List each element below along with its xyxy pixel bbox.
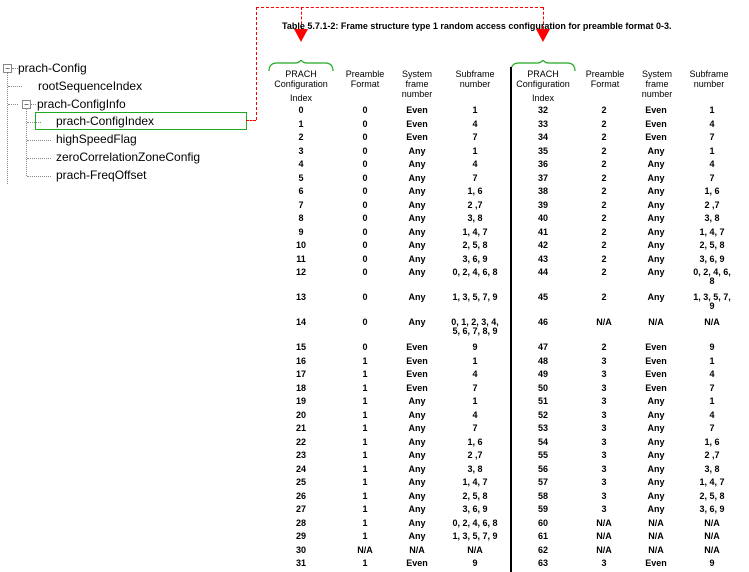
left-cell-index: 19: [295, 396, 306, 406]
right-cell-index: 37: [537, 172, 548, 183]
left-cell-subframe: 2 ,7: [467, 199, 483, 210]
left-cell-index: 18: [295, 382, 306, 393]
right-cell-subframe: 3, 6, 9: [699, 253, 725, 264]
left-cell-preamble: 1: [362, 409, 368, 420]
right-cell-subframe: 1: [709, 105, 715, 115]
right-cell-preamble: N/A: [596, 544, 612, 555]
right-cell-preamble: 2: [601, 118, 607, 129]
left-cell-preamble: 0: [362, 159, 368, 169]
left-cell-subframe: 1: [472, 105, 478, 115]
right-cell-index: 38: [537, 186, 548, 196]
right-cell-preamble: 3: [601, 382, 607, 393]
left-cell-index: 24: [295, 463, 306, 474]
right-cell-index: 61: [537, 531, 548, 541]
left-cell-index: 22: [295, 436, 306, 447]
right-cell-preamble: 2: [601, 253, 607, 264]
right-cell-index: 53: [537, 423, 548, 433]
tree-line: [7, 72, 8, 184]
tree-node-root-sequence-index[interactable]: rootSequenceIndex: [38, 79, 143, 93]
right-cell-preamble: 2: [601, 213, 607, 223]
left-cell-preamble: 1: [362, 477, 368, 487]
right-cell-index: 41: [537, 226, 548, 237]
right-cell-subframe: 4: [709, 118, 715, 129]
right-cell-system-frame: Any: [647, 504, 665, 514]
right-cell-index: 47: [537, 342, 548, 352]
right-cell-index: 63: [537, 558, 548, 568]
left-cell-subframe: 1, 4, 7: [462, 477, 488, 487]
left-cell-preamble: 0: [362, 292, 368, 302]
right-cell-index: 46: [537, 317, 548, 327]
left-cell-system-frame: Any: [408, 504, 426, 514]
left-cell-index: 12: [295, 267, 306, 277]
right-cell-system-frame: N/A: [648, 531, 664, 541]
left-cell-index: 4: [298, 159, 304, 169]
right-cell-system-frame: Any: [647, 253, 665, 264]
right-cell-preamble: 2: [601, 172, 607, 183]
config-tree: [0, 0, 260, 200]
left-cell-system-frame: Any: [408, 213, 426, 223]
left-cell-system-frame: Any: [408, 292, 426, 302]
left-cell-subframe: 1: [472, 145, 478, 156]
right-cell-subframe: N/A: [704, 544, 720, 555]
right-cell-preamble: 3: [601, 450, 607, 460]
right-cell-preamble: 3: [601, 369, 607, 379]
collapse-icon[interactable]: −: [22, 100, 31, 109]
header-subframe-number: Subframe number: [455, 69, 495, 89]
right-cell-index: 57: [537, 477, 548, 487]
right-cell-subframe: 7: [709, 382, 715, 393]
left-cell-preamble: 0: [362, 145, 368, 156]
left-cell-preamble: 1: [362, 558, 368, 568]
left-cell-preamble: 0: [362, 240, 368, 250]
left-cell-system-frame: N/A: [409, 544, 425, 555]
left-cell-system-frame: Even: [406, 105, 428, 115]
left-cell-index: 23: [295, 450, 306, 460]
right-cell-subframe: 2, 5, 8: [699, 490, 725, 501]
right-cell-index: 32: [537, 105, 548, 115]
left-cell-subframe: N/A: [467, 544, 483, 555]
left-cell-preamble: 0: [362, 226, 368, 237]
left-cell-index: 7: [298, 199, 304, 210]
left-cell-subframe: 2, 5, 8: [462, 490, 488, 501]
right-cell-preamble: 2: [601, 186, 607, 196]
left-cell-index: 5: [298, 172, 304, 183]
right-cell-system-frame: Even: [645, 369, 667, 379]
left-cell-preamble: 0: [362, 253, 368, 264]
left-cell-index: 0: [298, 105, 304, 115]
right-cell-index: 35: [537, 145, 548, 156]
right-cell-system-frame: N/A: [648, 317, 664, 327]
right-cell-preamble: 2: [601, 226, 607, 237]
left-cell-index: 26: [295, 490, 306, 501]
right-cell-preamble: N/A: [596, 517, 612, 528]
right-cell-index: 48: [537, 355, 548, 366]
right-cell-index: 43: [537, 253, 548, 264]
right-cell-subframe: 1, 4, 7: [699, 226, 725, 237]
left-cell-preamble: 0: [362, 105, 368, 115]
tree-line: [26, 108, 27, 176]
right-cell-subframe: 4: [709, 159, 715, 169]
left-cell-preamble: 1: [362, 517, 368, 528]
left-cell-preamble: N/A: [357, 544, 373, 555]
collapse-icon[interactable]: −: [3, 64, 12, 73]
left-cell-subframe: 4: [472, 369, 478, 379]
right-cell-index: 58: [537, 490, 548, 501]
left-cell-system-frame: Even: [406, 369, 428, 379]
right-cell-system-frame: Any: [647, 213, 665, 223]
left-cell-subframe: 2 ,7: [467, 450, 483, 460]
right-cell-system-frame: Any: [647, 396, 665, 406]
left-cell-subframe: 7: [472, 382, 478, 393]
tree-line: [27, 176, 51, 177]
left-cell-index: 14: [295, 317, 306, 327]
right-cell-subframe: 0, 2, 4, 6, 8: [693, 267, 731, 286]
right-cell-preamble: 3: [601, 558, 607, 568]
left-cell-index: 16: [295, 355, 306, 366]
left-cell-subframe: 1, 4, 7: [462, 226, 488, 237]
right-cell-system-frame: Any: [647, 186, 665, 196]
link-arrow-line: [256, 7, 543, 8]
header-system-frame-number: System frame number: [641, 69, 673, 99]
right-cell-index: 51: [537, 396, 548, 406]
right-cell-subframe: 9: [709, 342, 715, 352]
right-cell-subframe: N/A: [704, 531, 720, 541]
left-cell-index: 3: [298, 145, 304, 156]
right-cell-system-frame: Even: [645, 558, 667, 568]
left-cell-subframe: 4: [472, 118, 478, 129]
right-cell-index: 55: [537, 450, 548, 460]
right-cell-system-frame: Any: [647, 240, 665, 250]
right-cell-preamble: 2: [601, 292, 607, 302]
right-cell-preamble: 3: [601, 504, 607, 514]
left-cell-index: 21: [295, 423, 306, 433]
right-cell-system-frame: Any: [647, 267, 665, 277]
left-cell-system-frame: Any: [408, 463, 426, 474]
header-preamble-format: Preamble Format: [345, 69, 385, 89]
right-cell-system-frame: Any: [647, 477, 665, 487]
table-divider: [510, 67, 512, 572]
left-cell-index: 8: [298, 213, 304, 223]
right-cell-index: 33: [537, 118, 548, 129]
left-cell-preamble: 1: [362, 531, 368, 541]
right-cell-index: 62: [537, 544, 548, 555]
left-cell-index: 20: [295, 409, 306, 420]
left-cell-index: 2: [298, 132, 304, 142]
tree-line: [8, 104, 18, 105]
left-cell-system-frame: Any: [408, 253, 426, 264]
right-cell-subframe: 3, 8: [704, 213, 720, 223]
right-cell-system-frame: Any: [647, 172, 665, 183]
left-cell-preamble: 1: [362, 504, 368, 514]
left-cell-subframe: 3, 6, 9: [462, 504, 488, 514]
right-cell-preamble: 2: [601, 342, 607, 352]
right-cell-system-frame: Even: [645, 132, 667, 142]
left-cell-system-frame: Any: [408, 226, 426, 237]
right-cell-subframe: 1: [709, 396, 715, 406]
right-cell-preamble: 2: [601, 199, 607, 210]
right-cell-subframe: 7: [709, 172, 715, 183]
right-cell-system-frame: Even: [645, 105, 667, 115]
left-cell-index: 13: [295, 292, 306, 302]
left-cell-subframe: 0, 1, 2, 3, 4, 5, 6, 7, 8, 9: [451, 317, 499, 336]
right-cell-subframe: 3, 8: [704, 463, 720, 474]
left-cell-preamble: 1: [362, 355, 368, 366]
left-cell-index: 30: [295, 544, 306, 555]
left-cell-preamble: 1: [362, 490, 368, 501]
right-cell-subframe: 9: [709, 558, 715, 568]
right-cell-system-frame: Any: [647, 463, 665, 474]
right-cell-index: 34: [537, 132, 548, 142]
left-cell-system-frame: Any: [408, 490, 426, 501]
right-cell-system-frame: N/A: [648, 517, 664, 528]
left-cell-system-frame: Any: [408, 317, 426, 327]
right-cell-index: 50: [537, 382, 548, 393]
header-prach-config: PRACH Configuration: [274, 69, 328, 89]
right-cell-subframe: 1: [709, 145, 715, 156]
left-cell-subframe: 1: [472, 355, 478, 366]
left-cell-system-frame: Any: [408, 436, 426, 447]
left-cell-index: 28: [295, 517, 306, 528]
right-cell-index: 59: [537, 504, 548, 514]
right-cell-system-frame: Even: [645, 382, 667, 393]
right-cell-system-frame: N/A: [648, 544, 664, 555]
right-cell-subframe: 4: [709, 369, 715, 379]
left-cell-index: 31: [295, 558, 306, 568]
right-cell-preamble: 3: [601, 396, 607, 406]
right-cell-index: 45: [537, 292, 548, 302]
right-cell-preamble: 3: [601, 409, 607, 420]
tree-line: [27, 158, 51, 159]
right-cell-system-frame: Even: [645, 355, 667, 366]
right-cell-subframe: N/A: [704, 517, 720, 528]
left-cell-subframe: 0, 2, 4, 6, 8: [452, 267, 498, 277]
left-cell-subframe: 3, 8: [467, 213, 483, 223]
right-cell-system-frame: Any: [647, 199, 665, 210]
left-cell-index: 6: [298, 186, 304, 196]
left-cell-system-frame: Any: [408, 240, 426, 250]
left-cell-subframe: 9: [472, 558, 478, 568]
right-cell-system-frame: Even: [645, 342, 667, 352]
left-cell-preamble: 0: [362, 267, 368, 277]
right-cell-preamble: 3: [601, 436, 607, 447]
left-cell-system-frame: Any: [408, 159, 426, 169]
right-cell-subframe: 2 ,7: [704, 450, 720, 460]
left-cell-subframe: 1: [472, 396, 478, 406]
right-cell-subframe: 1: [709, 355, 715, 366]
left-cell-system-frame: Any: [408, 267, 426, 277]
left-cell-subframe: 0, 2, 4, 6, 8: [452, 517, 498, 528]
left-cell-preamble: 0: [362, 132, 368, 142]
left-cell-system-frame: Any: [408, 517, 426, 528]
left-cell-subframe: 2, 5, 8: [462, 240, 488, 250]
left-cell-preamble: 0: [362, 172, 368, 183]
right-cell-index: 44: [537, 267, 548, 277]
left-cell-preamble: 1: [362, 423, 368, 433]
left-cell-system-frame: Any: [408, 531, 426, 541]
tree-node-high-speed-flag[interactable]: highSpeedFlag: [56, 132, 137, 146]
tree-node-prach-config[interactable]: prach-Config: [18, 61, 87, 75]
left-cell-preamble: 0: [362, 317, 368, 327]
left-cell-system-frame: Any: [408, 199, 426, 210]
left-cell-system-frame: Even: [406, 118, 428, 129]
left-cell-preamble: 0: [362, 213, 368, 223]
left-cell-subframe: 1, 3, 5, 7, 9: [452, 531, 498, 541]
left-cell-subframe: 7: [472, 172, 478, 183]
tree-line: [31, 104, 36, 105]
right-cell-index: 49: [537, 369, 548, 379]
left-cell-system-frame: Any: [408, 172, 426, 183]
right-cell-subframe: N/A: [704, 317, 720, 327]
right-cell-system-frame: Any: [647, 450, 665, 460]
left-cell-index: 11: [296, 253, 306, 264]
right-cell-subframe: 3, 6, 9: [699, 504, 725, 514]
left-cell-subframe: 7: [472, 132, 478, 142]
left-cell-subframe: 3, 8: [467, 463, 483, 474]
right-cell-system-frame: Any: [647, 292, 665, 302]
left-cell-system-frame: Even: [406, 342, 428, 352]
left-cell-subframe: 1, 6: [467, 436, 483, 447]
left-cell-system-frame: Even: [406, 382, 428, 393]
left-cell-system-frame: Any: [408, 396, 426, 406]
header-system-frame-number: System frame number: [401, 69, 433, 99]
left-cell-index: 27: [295, 504, 306, 514]
left-cell-subframe: 9: [472, 342, 478, 352]
right-cell-system-frame: Any: [647, 436, 665, 447]
right-cell-system-frame: Any: [647, 490, 665, 501]
right-cell-system-frame: Any: [647, 159, 665, 169]
left-cell-index: 1: [298, 118, 304, 129]
tree-line: [8, 86, 22, 87]
left-cell-system-frame: Any: [408, 477, 426, 487]
left-cell-preamble: 1: [362, 450, 368, 460]
left-cell-system-frame: Even: [406, 355, 428, 366]
tree-node-prach-freq-offset[interactable]: prach-FreqOffset: [56, 168, 147, 182]
left-cell-index: 10: [295, 240, 306, 250]
left-cell-preamble: 1: [362, 382, 368, 393]
right-cell-subframe: 1, 6: [704, 436, 720, 447]
left-cell-system-frame: Any: [408, 409, 426, 420]
tree-node-prach-config-info[interactable]: prach-ConfigInfo: [37, 97, 126, 111]
right-cell-system-frame: Any: [647, 226, 665, 237]
left-cell-preamble: 1: [362, 436, 368, 447]
link-arrow-line: [256, 7, 257, 120]
right-cell-preamble: 2: [601, 267, 607, 277]
left-cell-preamble: 1: [362, 396, 368, 406]
right-cell-preamble: 3: [601, 490, 607, 501]
left-cell-preamble: 0: [362, 118, 368, 129]
right-cell-subframe: 7: [709, 423, 715, 433]
left-cell-system-frame: Any: [408, 186, 426, 196]
left-cell-preamble: 1: [362, 369, 368, 379]
left-cell-index: 15: [295, 342, 306, 352]
right-cell-subframe: 2 ,7: [704, 199, 720, 210]
tree-node-prach-config-index[interactable]: prach-ConfigIndex: [56, 114, 155, 128]
header-prach-config: PRACH Configuration: [516, 69, 570, 89]
right-cell-index: 60: [537, 517, 548, 528]
right-cell-preamble: 2: [601, 240, 607, 250]
link-arrow-line: [246, 120, 256, 121]
right-cell-index: 42: [537, 240, 548, 250]
right-cell-preamble: 3: [601, 463, 607, 474]
right-cell-preamble: N/A: [596, 317, 612, 327]
left-cell-preamble: 1: [362, 463, 368, 474]
left-cell-subframe: 7: [472, 423, 478, 433]
left-cell-system-frame: Even: [406, 558, 428, 568]
right-cell-index: 52: [537, 409, 548, 420]
right-cell-subframe: 2, 5, 8: [699, 240, 725, 250]
right-cell-index: 39: [537, 199, 548, 210]
tree-node-zero-correlation-zone-config[interactable]: zeroCorrelationZoneConfig: [56, 150, 201, 164]
right-cell-subframe: 4: [709, 409, 715, 420]
header-index: Index: [289, 93, 313, 103]
left-cell-subframe: 4: [472, 409, 478, 420]
right-cell-preamble: 2: [601, 145, 607, 156]
right-cell-preamble: 3: [601, 355, 607, 366]
left-cell-subframe: 3, 6, 9: [462, 253, 488, 264]
left-cell-system-frame: Any: [408, 145, 426, 156]
left-cell-index: 17: [295, 369, 306, 379]
left-cell-preamble: 0: [362, 186, 368, 196]
left-cell-subframe: 1, 6: [467, 186, 483, 196]
right-cell-preamble: 2: [601, 159, 607, 169]
right-cell-preamble: 2: [601, 132, 607, 142]
left-cell-system-frame: Any: [408, 423, 426, 433]
right-cell-system-frame: Any: [647, 145, 665, 156]
right-cell-index: 36: [537, 159, 548, 169]
right-cell-subframe: 1, 6: [704, 186, 720, 196]
left-cell-index: 9: [298, 226, 304, 237]
left-cell-index: 25: [295, 477, 306, 487]
right-cell-subframe: 1, 4, 7: [699, 477, 725, 487]
tree-line: [27, 140, 51, 141]
left-cell-subframe: 1, 3, 5, 7, 9: [452, 292, 498, 302]
right-cell-subframe: 1, 3, 5, 7, 9: [693, 292, 731, 311]
header-preamble-format: Preamble Format: [585, 69, 625, 89]
left-cell-preamble: 0: [362, 199, 368, 210]
right-cell-preamble: N/A: [596, 531, 612, 541]
right-cell-index: 40: [537, 213, 548, 223]
right-cell-index: 56: [537, 463, 548, 474]
right-cell-system-frame: Even: [645, 118, 667, 129]
left-cell-system-frame: Any: [408, 450, 426, 460]
right-cell-system-frame: Any: [647, 423, 665, 433]
left-cell-system-frame: Even: [406, 132, 428, 142]
header-subframe-number: Subframe number: [689, 69, 729, 89]
right-cell-index: 54: [537, 436, 548, 447]
right-cell-preamble: 3: [601, 423, 607, 433]
header-index: Index: [531, 93, 555, 103]
right-cell-subframe: 7: [709, 132, 715, 142]
right-cell-system-frame: Any: [647, 409, 665, 420]
table-caption: Table 5.7.1-2: Frame structure type 1 random access configuration for preamble format 0-3.: [282, 21, 672, 31]
left-cell-preamble: 0: [362, 342, 368, 352]
right-cell-preamble: 3: [601, 477, 607, 487]
left-cell-index: 29: [295, 531, 306, 541]
right-cell-preamble: 2: [601, 105, 607, 115]
left-cell-subframe: 4: [472, 159, 478, 169]
